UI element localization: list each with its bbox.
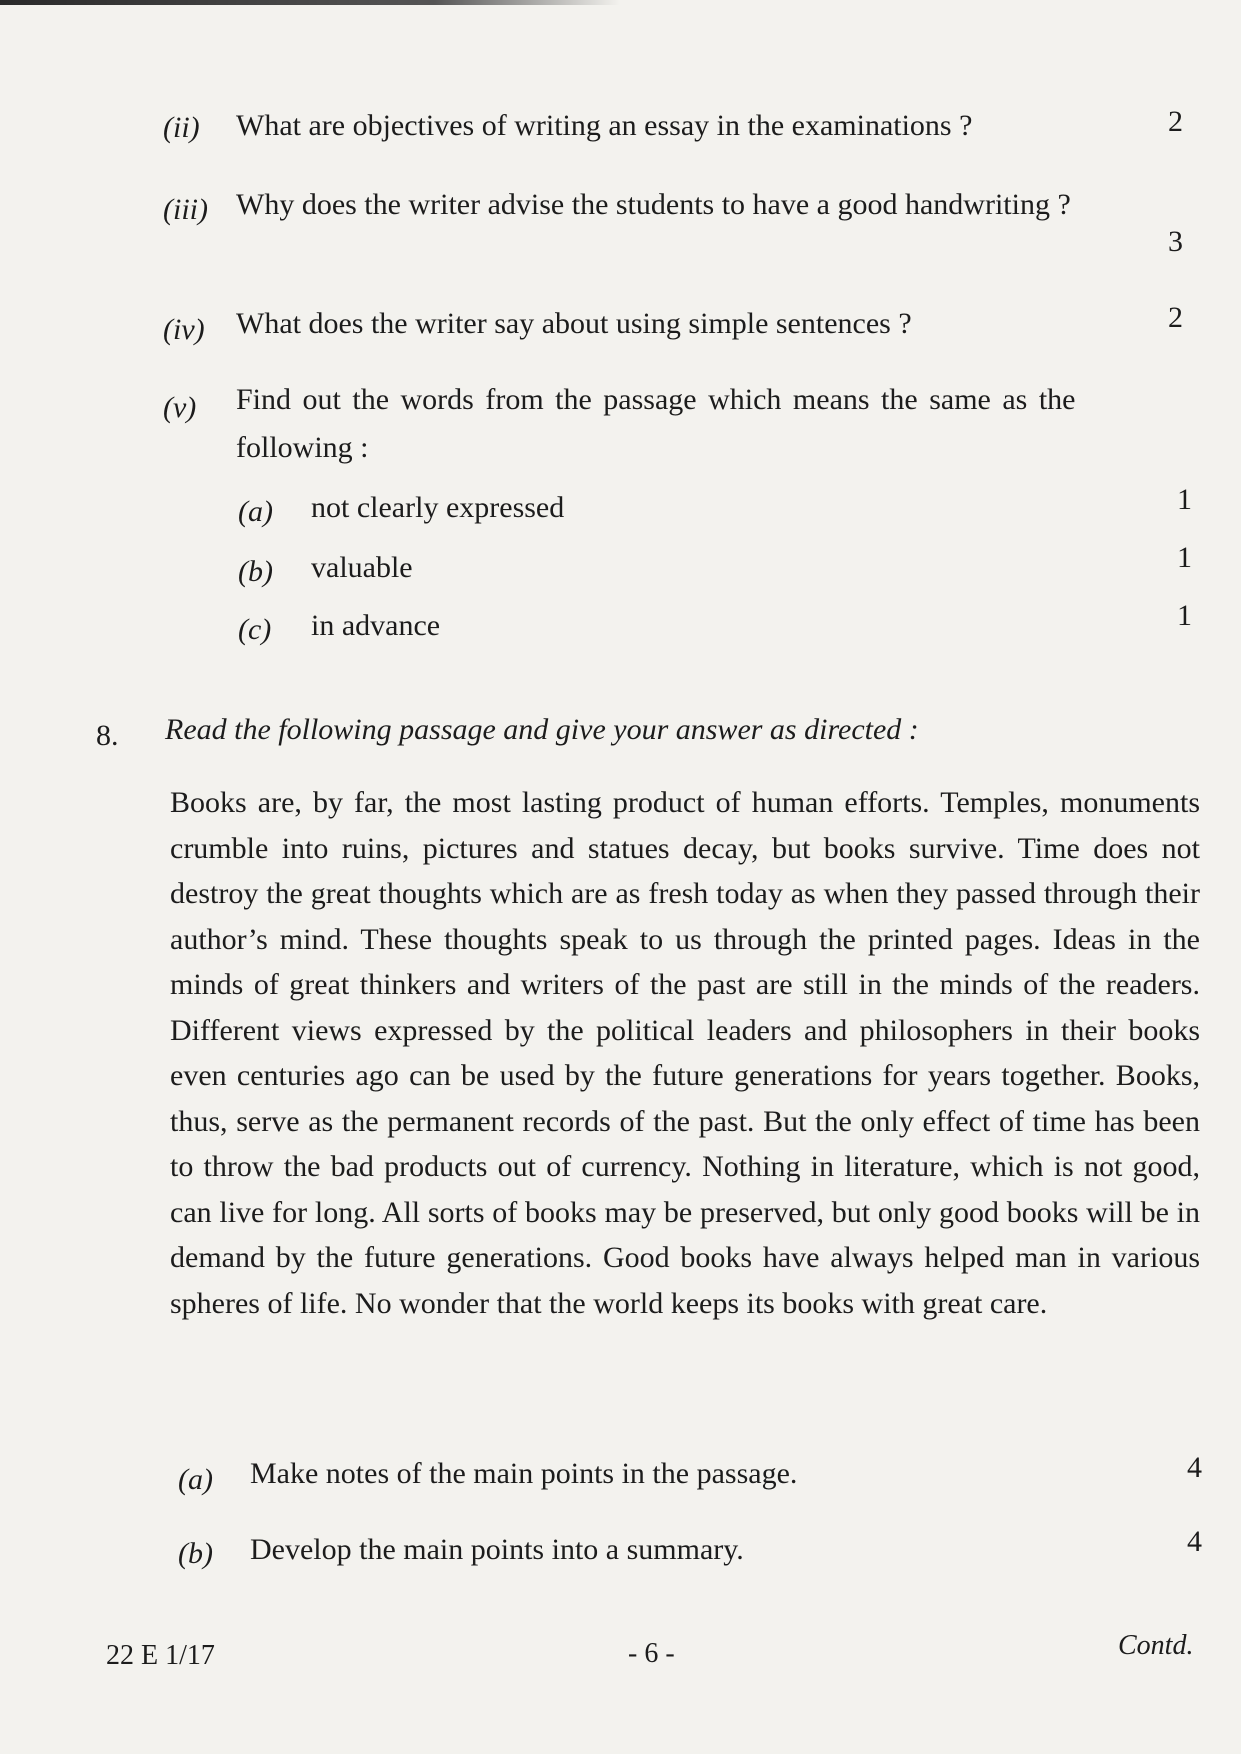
- subitem-marks: 1: [1177, 599, 1192, 632]
- subitem-letter: (c): [238, 613, 272, 646]
- subitem-letter: (b): [238, 555, 273, 588]
- subitem-letter: (a): [238, 495, 273, 528]
- subitem-text: valuable: [311, 551, 413, 584]
- question-number: 8.: [96, 719, 119, 752]
- question-number: (ii): [163, 111, 200, 144]
- passage-text: Books are, by far, the most lasting product of human efforts. Temples, monuments crumble into ruins, pictures and statues decay, but books survive. Time does not destroy the great thoughts which are as fresh today as when they passed through their author’s mind. These thoughts speak to us through the printed pages. Ideas in the minds of great thinkers and writers of the past are still in the minds of the readers. Different views expressed by the political leaders and philosophers in their books even centuries ago can be used by the future generations for years together. Books, thus, serve as the permanent records of the past. But the only effect of time has been to throw the bad products out of currency. Nothing in literature, which is not good, can live for long. All sorts of books may be preserved, but only good books will be in demand by the future generations. Good books have always helped man in various spheres of life. No wonder that the world keeps its books with great care.: [170, 786, 1200, 1320]
- subitem-marks: 1: [1177, 541, 1192, 574]
- task-marks: 4: [1187, 1451, 1202, 1484]
- question-number: (v): [163, 391, 197, 424]
- task-letter: (a): [178, 1463, 213, 1496]
- task-text: Make notes of the main points in the passage.: [250, 1457, 798, 1490]
- page-number: - 6 -: [628, 1638, 675, 1669]
- question-text: What are objectives of writing an essay in the examinations ?: [236, 109, 973, 142]
- question-marks: 2: [1168, 105, 1183, 138]
- question-marks: 3: [1168, 225, 1183, 258]
- continued-label: Contd.: [1118, 1630, 1194, 1661]
- question-instruction: Read the following passage and give your answer as directed :: [165, 713, 919, 746]
- question-text-line1: Find out the words from the passage which means the same as the: [236, 383, 1076, 416]
- question-marks: 2: [1168, 301, 1183, 334]
- subitem-marks: 1: [1177, 483, 1192, 516]
- question-text: What does the writer say about using simple sentences ?: [236, 307, 912, 340]
- task-text: Develop the main points into a summary.: [250, 1533, 744, 1566]
- question-number: (iv): [163, 313, 205, 346]
- question-number: (iii): [163, 193, 208, 226]
- subitem-text: in advance: [311, 609, 441, 642]
- question-text: Why does the writer advise the students to have a good handwriting ?: [236, 188, 1071, 221]
- task-letter: (b): [178, 1537, 213, 1570]
- question-text-line2: following :: [236, 431, 369, 464]
- top-rule: [0, 0, 620, 5]
- task-marks: 4: [1187, 1525, 1202, 1558]
- paper-code: 22 E 1/17: [106, 1640, 215, 1671]
- subitem-text: not clearly expressed: [311, 491, 565, 524]
